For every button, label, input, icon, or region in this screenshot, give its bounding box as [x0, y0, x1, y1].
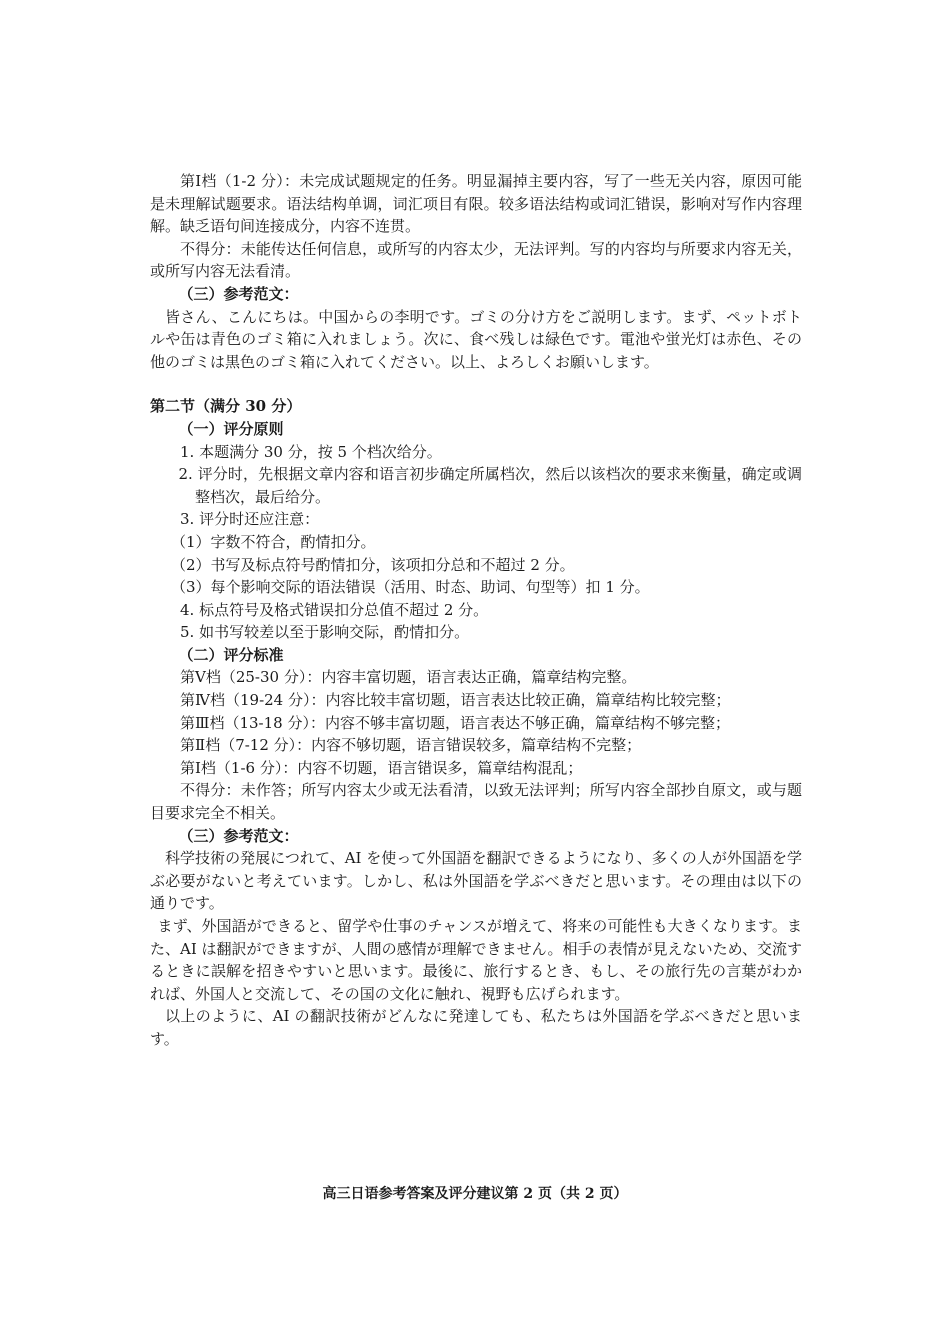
- principle-item: 4. 标点符号及格式错误扣分总值不超过 2 分。: [180, 600, 489, 619]
- principle-item: （3）每个影响交际的语法错误（活用、时态、助词、句型等）扣 1 分。: [171, 578, 650, 597]
- sample-heading-2: （三）参考范文：: [178, 826, 299, 845]
- sample-heading-1: （三）参考范文：: [178, 284, 299, 303]
- spacer: [150, 373, 802, 395]
- no-score-description: 不得分：未能传达任何信息，或所写的内容太少，无法评判。写的内容均与所要求内容无关，或所写内容无法看清。: [150, 239, 802, 281]
- principle-item: 1. 本题满分 30 分，按 5 个档次给分。: [180, 442, 442, 461]
- standards-heading: （二）评分标准: [178, 645, 284, 664]
- principles-heading: （一）评分原则: [178, 419, 284, 438]
- principle-item: （2）书写及标点符号酌情扣分，该项扣分总和不超过 2 分。: [171, 555, 575, 574]
- page-footer: 高三日语参考答案及评分建议第 2 页（共 2 页）: [322, 1186, 628, 1202]
- standard-item: 第Ⅰ档（1-6 分）：内容不切题，语言错误多，篇章结构混乱；: [180, 758, 583, 777]
- section-title: 第二节（满分 30 分）: [150, 397, 302, 416]
- principle-item: 2. 评分时，先根据文章内容和语言初步确定所属档次，然后以该档次的要求来衡量，确定或调整档次，最后给分。: [178, 465, 802, 506]
- standard-item: 第Ⅴ档（25-30 分）：内容丰富切题，语言表达正确，篇章结构完整。: [180, 668, 637, 687]
- principle-item: 5. 如书写较差以至于影响交际，酌情扣分。: [180, 623, 470, 642]
- no-score-description-2: 不得分：未作答；所写内容太少或无法看清，以致无法评判；所写内容全部抄自原文，或与题目要求完全不相关。: [150, 781, 802, 823]
- grade-1-description: 第Ⅰ档（1-2 分）：未完成试题规定的任务。明显漏掉主要内容，写了一些无关内容，原因可能是未理解试题要求。语法结构单调，词汇项目有限。较多语法结构或词汇错误，影响对写作内容理解。缺乏语句间连接成分，内容不连贯。: [150, 172, 802, 236]
- page-content: [150, 170, 802, 1051]
- sample-paragraph: まず、外国語ができると、留学や仕事のチャンスが増えて、将来の可能性も大きくなります。また、AI は翻訳ができますが、人間の感情が理解できません。相手の表情が見えないため、交流するときに誤解を招きやすいと思います。最後に、旅行するとき、もし、その旅行先の言葉がわかれば、外国人と交流して、その国の文化に触れ、視野も広げられます。: [150, 917, 802, 1003]
- standard-item: 第Ⅱ档（7-12 分）：内容不够切题，语言错误较多，篇章结构不完整；: [180, 736, 642, 755]
- principle-item: （1）字数不符合，酌情扣分。: [171, 532, 376, 551]
- standard-item: 第Ⅲ档（13-18 分）：内容不够丰富切题，语言表达不够正确，篇章结构不够完整；: [180, 713, 730, 732]
- watermark-stamp: [421, 966, 426, 977]
- sample-text-1: 皆さん、こんにちは。中国からの李明です。ゴミの分け方をご説明します。まず、ペットボトルや缶は青色のゴミ箱に入れましょう。次に、食べ残しは緑色です。電池や蛍光灯は赤色、その他のゴミは黒色のゴミ箱に入れてください。以上、よろしくお願いします。: [150, 307, 802, 371]
- watermark-stamp: [398, 366, 403, 377]
- sample-paragraph: 科学技術の発展につれて、AI を使って外国語を翻訳できるようになり、多くの人が外国語を学ぶ必要がないと考えています。しかし、私は外国語を学ぶべきだと思います。その理由は以下の通りです。: [150, 849, 802, 913]
- sample-paragraph: 以上のように、AI の翻訳技術がどんなに発達しても、私たちは外国語を学ぶべきだと思います。: [150, 1007, 802, 1048]
- standard-item: 第Ⅳ档（19-24 分）：内容比较丰富切题，语言表达比较正确，篇章结构比较完整；: [180, 691, 731, 710]
- principle-item: 3. 评分时还应注意：: [180, 510, 320, 529]
